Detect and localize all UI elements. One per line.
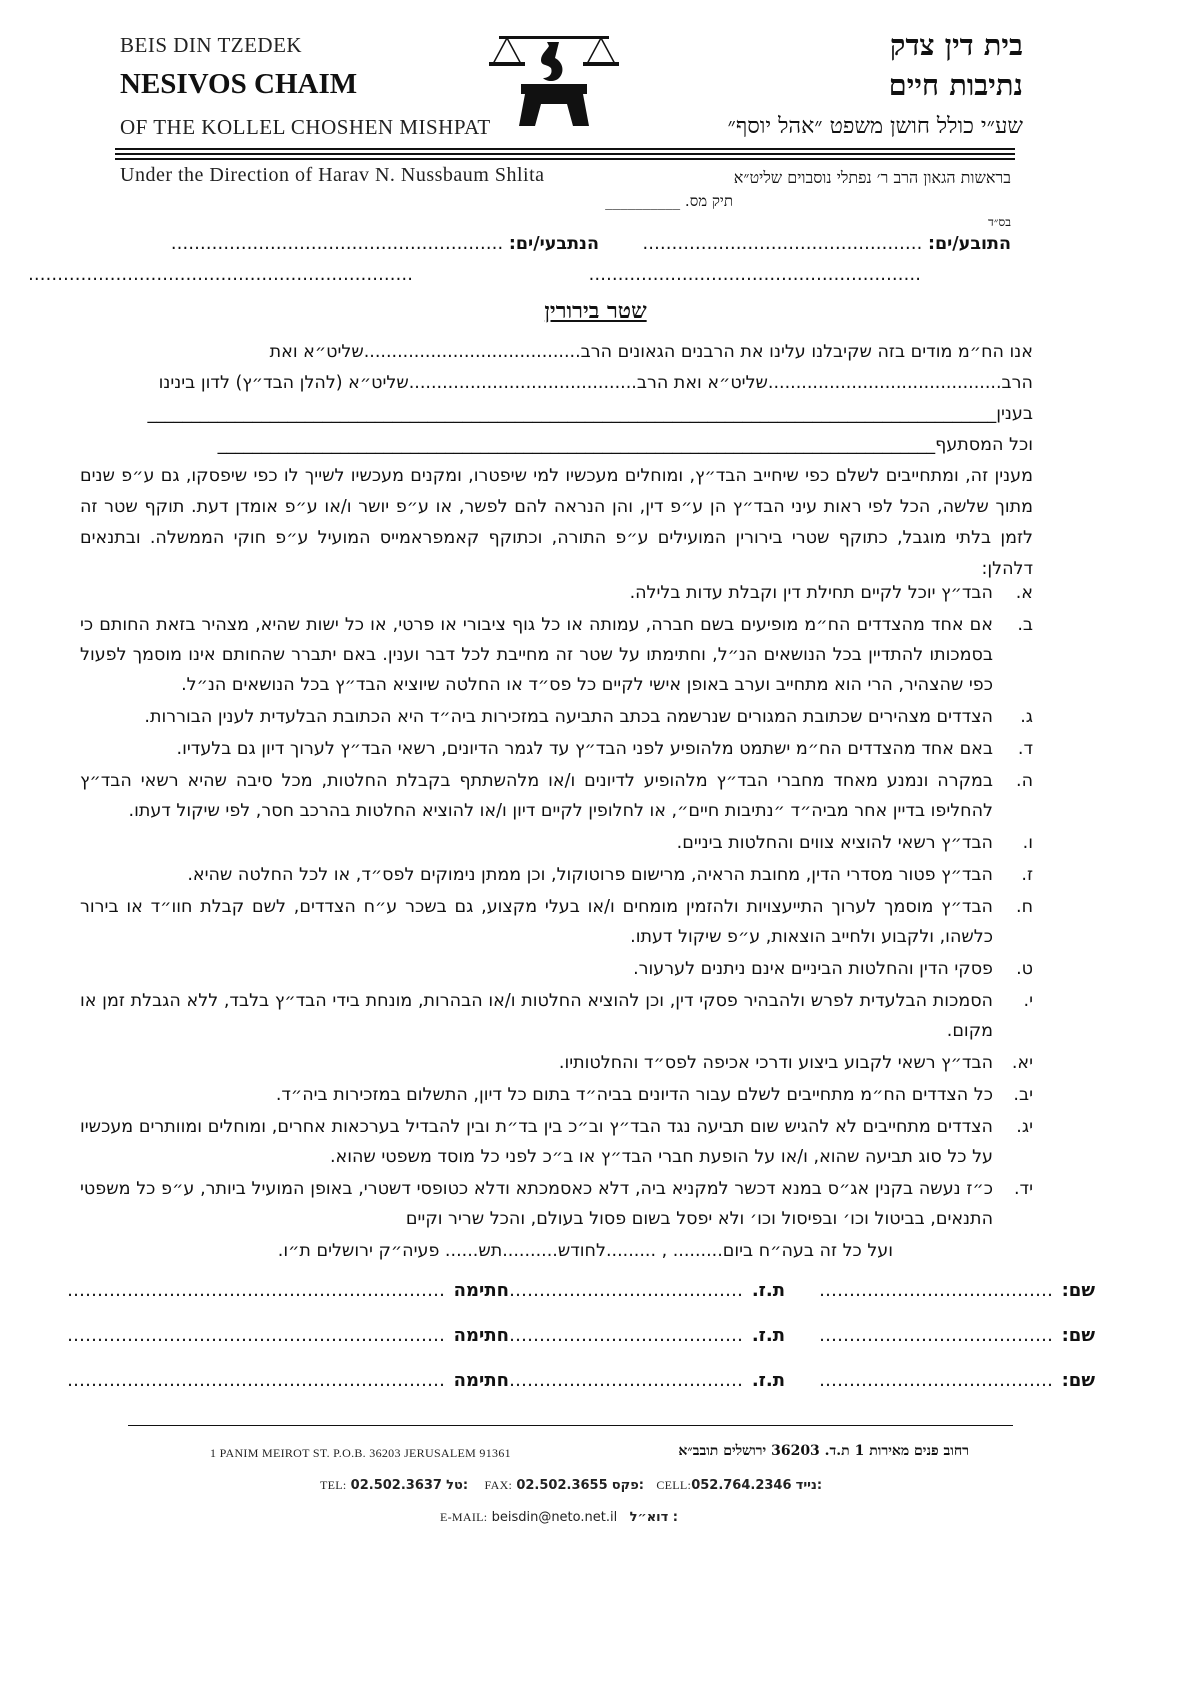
direction-hebrew: בראשות הגאון הרב ר׳ נפתלי נוסבוים שליט״א xyxy=(733,168,1011,187)
id-line: ………………………………… xyxy=(509,1325,743,1346)
plaintiff-row xyxy=(642,234,1011,254)
name-line: ………………………………… xyxy=(819,1370,1053,1391)
term-item: יג. הצדדים מתחייבים לא להגיש שום תביעה נגד הבד״ץ וב״כ בין בד״ת ובין להבדיל בערכאות אחרים, ומוחלים ומוותרים מעכשיו על כל סוג תביעה שהוא, ו/או על הופעת חברי הבד״ץ או ב״כ לפני כל מוסד משפטי שהוא. xyxy=(80,1117,1033,1167)
term-item: ז. הבד״ץ פטור מסדרי הדין, מחובת הראיה, מרישום פרוטוקול, וכן ממתן נימוקים לפס״ד, או לכל החלטה שהיא. xyxy=(187,865,1033,885)
footer-address-en: 1 PANIM MEIROT ST. P.O.B. 36203 JERUSALEM 91361 xyxy=(210,1446,511,1460)
term-item: ח. הבד״ץ מוסמך לערוך התייעצויות ולהזמין מומחים ו/או בעלי מקצוע, גם בשכר ע״ח הצדדים, לשם קבלת חוו״ד או בירור כלשהו, ולקבוע ולחייב הוצאות, ע״פ שיקול דעתו. xyxy=(80,897,1033,947)
document-title: שטר בירורין xyxy=(544,298,647,324)
header-rule-2 xyxy=(115,153,1015,155)
english-org-line1: BEIS DIN TZEDEK xyxy=(120,33,303,57)
signature-label: חתימה xyxy=(453,1325,509,1346)
fax-label-en: FAX: xyxy=(484,1478,513,1492)
footer-address-he: רחוב פנים מאירות 1 ת.ד. 36203 ירושלים תובב״א xyxy=(678,1443,969,1459)
term-item: א. הבד״ץ יוכל לקיים תחילת דין וקבלת עדות בלילה. xyxy=(629,583,1033,603)
id-line: ………………………………… xyxy=(509,1280,743,1301)
name-line: ………………………………… xyxy=(819,1325,1053,1346)
plaintiff-line-1: ………………………………………… xyxy=(642,234,923,254)
defendant-line-2: ………………………………………………………… xyxy=(28,265,413,285)
intro-line-4: וכל המסתעף__________________________________________________________________________________ xyxy=(217,435,1033,455)
bsd-mark: בס״ד xyxy=(988,215,1011,229)
id-line: ………………………………… xyxy=(509,1370,743,1391)
footer-email-line xyxy=(440,1510,678,1525)
header-rule-3 xyxy=(115,158,1015,160)
cell-label-en: CELL: xyxy=(656,1478,692,1492)
tel-label-en: TEL: xyxy=(320,1478,347,1492)
signature-line: ……………………………………………………… xyxy=(67,1280,445,1301)
term-item: ו. הבד״ץ רשאי להוציא צווים והחלטות ביניים. xyxy=(676,833,1033,853)
defendant-line-1: ………………………………………………… xyxy=(170,234,504,254)
signature-line: ……………………………………………………… xyxy=(67,1325,445,1346)
fax-number: 02.502.3655 xyxy=(516,1478,608,1493)
plaintiff-line-2: ………………………………………………… xyxy=(588,265,921,285)
intro-block xyxy=(80,337,1033,585)
file-number-label: תיק מס. xyxy=(684,192,733,210)
email-label-en: E-MAIL: xyxy=(440,1510,488,1524)
cell-number: 052.764.2346 xyxy=(691,1478,792,1493)
name-line: ………………………………… xyxy=(819,1280,1053,1301)
term-item: י. הסמכות הבלעדית לפרש ולהבהיר פסקי דין, וכן להוציא החלטות ו/או הבהרות, מונחת בידי הבד״ץ בלבד, ללא הגבלת זמן או מקום. xyxy=(80,991,1033,1041)
name-label: שם: xyxy=(1061,1325,1095,1346)
terms-list xyxy=(80,578,1033,1266)
term-item: יד. כ״ז נעשה בקנין אג״ס במנא דכשר למקניא ביה, דלא כאסמכתא ודלא כטופסי דשטרי, באופן המועיל ביותר, ע״פ כל משפטי התנאים, בביטול וכו׳ ובפיסול וכו׳ ולא יפסל בשום פסול בעולם, והכל שריר וקיים xyxy=(80,1179,1033,1229)
signature-line: ……………………………………………………… xyxy=(67,1370,445,1391)
intro-line-1: אנו הח״מ מודים בזה שקיבלנו עלינו את הרבנים הגאונים הרב.......................................שליט״א ואת xyxy=(269,342,1033,362)
footer-rule xyxy=(128,1425,1013,1426)
intro-line-2: הרב..........................................שליט״א ואת הרב.........................................שליט״א (להלן הבד״ץ) לדון בינינו xyxy=(158,373,1033,393)
header-rule-1 xyxy=(115,148,1015,150)
hebrew-org-line3: שע״י כולל חושן משפט ״אהל יוסף״ xyxy=(727,114,1023,139)
defendant-label: הנתבעי/ים: xyxy=(508,234,599,254)
tel-number: 02.502.3637 xyxy=(350,1478,442,1493)
cell-label-he: נייד: xyxy=(795,1478,823,1493)
signature-label: חתימה xyxy=(453,1370,509,1391)
term-item: ה. במקרה ונמנע מאחד מחברי הבד״ץ מלהופיע לדיונים ו/או מלהשתתף בקבלת החלטות, מכל סיבה שהיא רשאי הבד״ץ להחליפו בדיין אחר מביה״ד ״נתיבות חיים״, או לחלופין לקיים דיון ו/או להוציא החלטות בהרכב חסר, לפי שיקול דעתו. xyxy=(80,771,1033,821)
direction-english: Under the Direction of Harav N. Nussbaum Shlita xyxy=(120,164,545,186)
term-item: יב. כל הצדדים הח״מ מתחייבים לשלם עבור הדיונים בביה״ד בתום כל דיון, התשלום במזכירות ביה״ד. xyxy=(275,1085,1033,1105)
name-label: שם: xyxy=(1061,1370,1095,1391)
term-item: ג. הצדדים מצהירים שכתובת המגורים שנרשמה בכתב התביעה במזכירות ביה״ד היא הכתובת הבלעדית לענין הבוררות. xyxy=(144,707,1033,727)
signature-label: חתימה xyxy=(453,1280,509,1301)
intro-paragraph: מענין זה, ומתחייבים לשלם כפי שיחייב הבד״ץ, ומוחלים מעכשיו למי שיפטרו, ומקנים מעכשיו לשייך לו כפי שיפסקו, גם ע״פ שנים מתוך שלשה, הכל לפי ראות עיני הבד״ץ הן ע״פ דין, והן הנראה להם לפשר, או ע״פ יושר ו/או ע״פ אומדן דעת. תוקף שטר זה לזמן בלתי מוגבל, כתוקף שטרי בירורין המועילים ע״פ התורה, וכתוקף קאמפראמייס המועיל ע״פ חוקי הממשלה. ובתנאים דלהלן: xyxy=(80,466,1033,579)
plaintiff-label: התובע/ים: xyxy=(927,234,1011,254)
name-label: שם: xyxy=(1061,1280,1095,1301)
defendant-row xyxy=(171,234,599,254)
english-org-line3: OF THE KOLLEL CHOSHEN MISHPAT xyxy=(120,115,491,139)
term-item: ב. אם אחד מהצדדים הח״מ מופיעים בשם חברה, עמותה או כל גוף ציבורי או פרטי, או כל ישות שהיא, מצהיר בזאת החותם כי בסמכותו להתדיין בכל הנושאים הנ״ל, וחתימתו על שטר זה מחייבת לכל דבר וענין. באם יתברר שהחותם אינו מוסמך לפעול כפי שהצהיר, הרי הוא מתחייב וערב באופן אישי לקיים כל פס״ד או החלטה שיוציא הבד״ץ בכל הנושאים הנ״ל. xyxy=(80,615,1033,695)
id-label: ת.ז. xyxy=(751,1370,785,1391)
file-number-field xyxy=(533,192,733,211)
hebrew-org-name: נתיבות חיים xyxy=(888,68,1023,102)
term-item: ד. באם אחד מהצדדים הח״מ ישתמט מלהופיע לפני הבד״ץ עד לגמר הדיונים, רשאי הבד״ץ לערוך דיון גם בלעדיו. xyxy=(176,739,1033,759)
id-label: ת.ז. xyxy=(751,1325,785,1346)
signature-row xyxy=(67,1370,1095,1404)
signature-row xyxy=(67,1280,1095,1314)
email-label-he: דוא״ל : xyxy=(629,1510,679,1525)
term-item: ט. פסקי הדין והחלטות הביניים אינם ניתנים לערעור. xyxy=(633,959,1033,979)
intro-line-3: בענין_________________________________________________________________________________________________ xyxy=(147,404,1033,424)
email-address[interactable]: beisdin@neto.net.il xyxy=(491,1510,618,1525)
signature-row xyxy=(67,1325,1095,1359)
id-label: ת.ז. xyxy=(751,1280,785,1301)
term-item: יא. הבד״ץ רשאי לקבוע ביצוע ודרכי אכיפה לפס״ד והחלטותיו. xyxy=(558,1053,1033,1073)
hebrew-org-line1: בית דין צדק xyxy=(889,28,1023,62)
english-org-name: NESIVOS CHAIM xyxy=(120,68,358,100)
fax-label-he: פקס: xyxy=(611,1478,644,1493)
file-number-line: __________ xyxy=(605,192,681,210)
tel-label-he: טל: xyxy=(446,1478,469,1493)
closing-line: ועל כל זה בעה״ח ביום......... , .........לחודש..........תש...... פעיה״ק ירושלים ת״ו. xyxy=(277,1241,893,1261)
scales-of-justice-emblem-icon xyxy=(485,28,623,130)
footer-phone-line xyxy=(320,1478,822,1493)
